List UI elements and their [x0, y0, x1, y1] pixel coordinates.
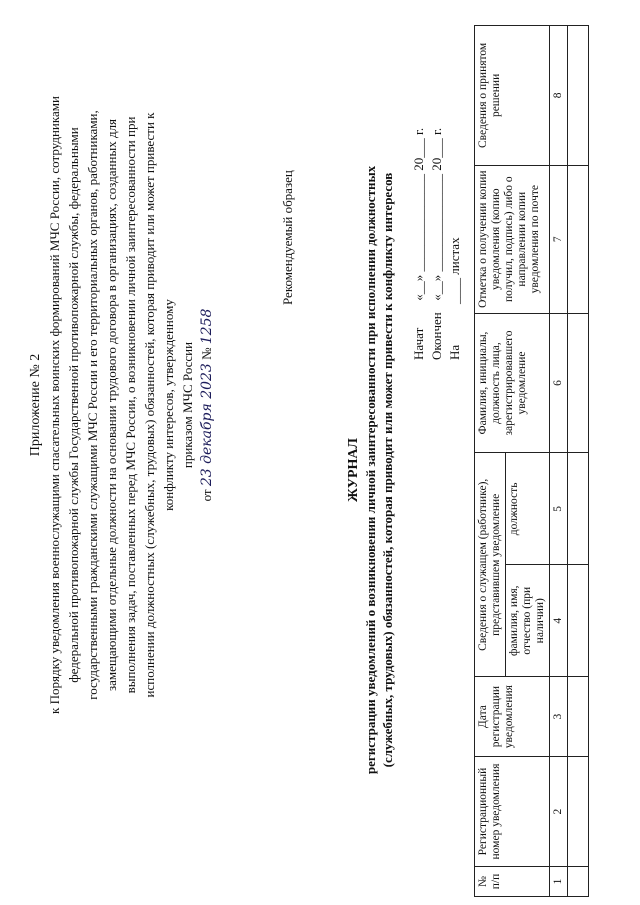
started-row: Начат «__» _______________ 20___ г. [411, 127, 426, 360]
table-cell [568, 453, 589, 565]
quote-close: » [411, 274, 426, 282]
journal-subtitle: регистрации уведомлений о возникновении личной заинтересованности при исполнении должностных (служебных, трудовых) обязанностей, которая приводит или может привести к конфликту интересов [363, 165, 395, 775]
number-sign: № [199, 347, 214, 360]
col-number: 5 [550, 453, 568, 565]
header-col5: должность [506, 453, 550, 565]
col-number: 8 [550, 26, 568, 166]
journal-title: ЖУРНАЛ [346, 438, 361, 502]
quote-close: » [429, 274, 444, 282]
col-number: 7 [550, 165, 568, 313]
header-col1: № п/п [475, 867, 550, 897]
date-prefix: от [199, 489, 214, 502]
order-line: приказом МЧС России [180, 341, 195, 469]
table-cell [568, 565, 589, 677]
table-cell [568, 867, 589, 897]
sheets-label: На [447, 344, 462, 360]
order-date-line [197, 85, 217, 725]
col-number: 6 [550, 313, 568, 453]
header-col2: Регистрационный номер уведомления [475, 757, 550, 867]
header-col8: Сведения о принятом решении [475, 26, 550, 166]
ended-label: Окончен [429, 312, 444, 360]
appendix-title: Приложение № 2 [28, 353, 43, 457]
header-col7: Отметка о получении копии уведомления (копию получил, подпись) либо о направлении копии уведомления по почте [475, 165, 550, 313]
header-row [475, 26, 506, 897]
sheets-row: На____ листах [447, 237, 462, 360]
sample-label: Рекомендуемый образец [280, 170, 295, 305]
year-prefix: 20 [411, 157, 426, 171]
sheets-suffix: листах [447, 237, 462, 275]
quote-open: « [429, 294, 444, 301]
year-prefix: 20 [429, 157, 444, 171]
header-col4: фамилия, имя, отчество (при наличии) [506, 565, 550, 677]
ended-row: Окончен «__» _______________ 20___ г. [429, 127, 444, 360]
col-number: 2 [550, 757, 568, 867]
handwritten-number: 1258 [199, 308, 215, 345]
column-number-row [550, 26, 568, 897]
header-col6: Фамилия, инициалы, должность лица, зарегистрировавшего уведомление [475, 313, 550, 453]
header-group: Сведения о служащем (работнике), представившем уведомление [475, 453, 506, 677]
appendix-body: к Порядку уведомления военнослужащими спасательных воинских формирований МЧС России, сотрудниками федеральной противопожарной службы Государственной противопожарной службы, федеральными государственными гражданскими служащими МЧС России и его территориальных органов, работниками, замещающими отдельные должности на основании трудового договора в организациях, созданных для выполнения задач, поставленных перед МЧС России, о возникновении личной заинтересованности при исполнении должностных (служебных, трудовых) обязанностей, которая приводит или может привести к конфликту интересов, утвержденному [47, 96, 176, 714]
journal-table [474, 25, 589, 897]
table-row [568, 26, 589, 897]
started-label: Начат [411, 327, 426, 360]
header-col3: Дата регистрации уведомления [475, 677, 550, 757]
year-suffix: г. [429, 127, 444, 135]
quote-open: « [411, 294, 426, 301]
appendix-block [26, 85, 217, 725]
col-number: 4 [550, 565, 568, 677]
table-cell [568, 26, 589, 166]
handwritten-date: 23 декабря 2023 [199, 363, 215, 487]
col-number: 1 [550, 867, 568, 897]
col-number: 3 [550, 677, 568, 757]
year-suffix: г. [411, 127, 426, 135]
table-cell [568, 313, 589, 453]
journal-dates [410, 128, 464, 360]
table-cell [568, 677, 589, 757]
table-cell [568, 165, 589, 313]
journal-heading [345, 165, 396, 775]
table-cell [568, 757, 589, 867]
